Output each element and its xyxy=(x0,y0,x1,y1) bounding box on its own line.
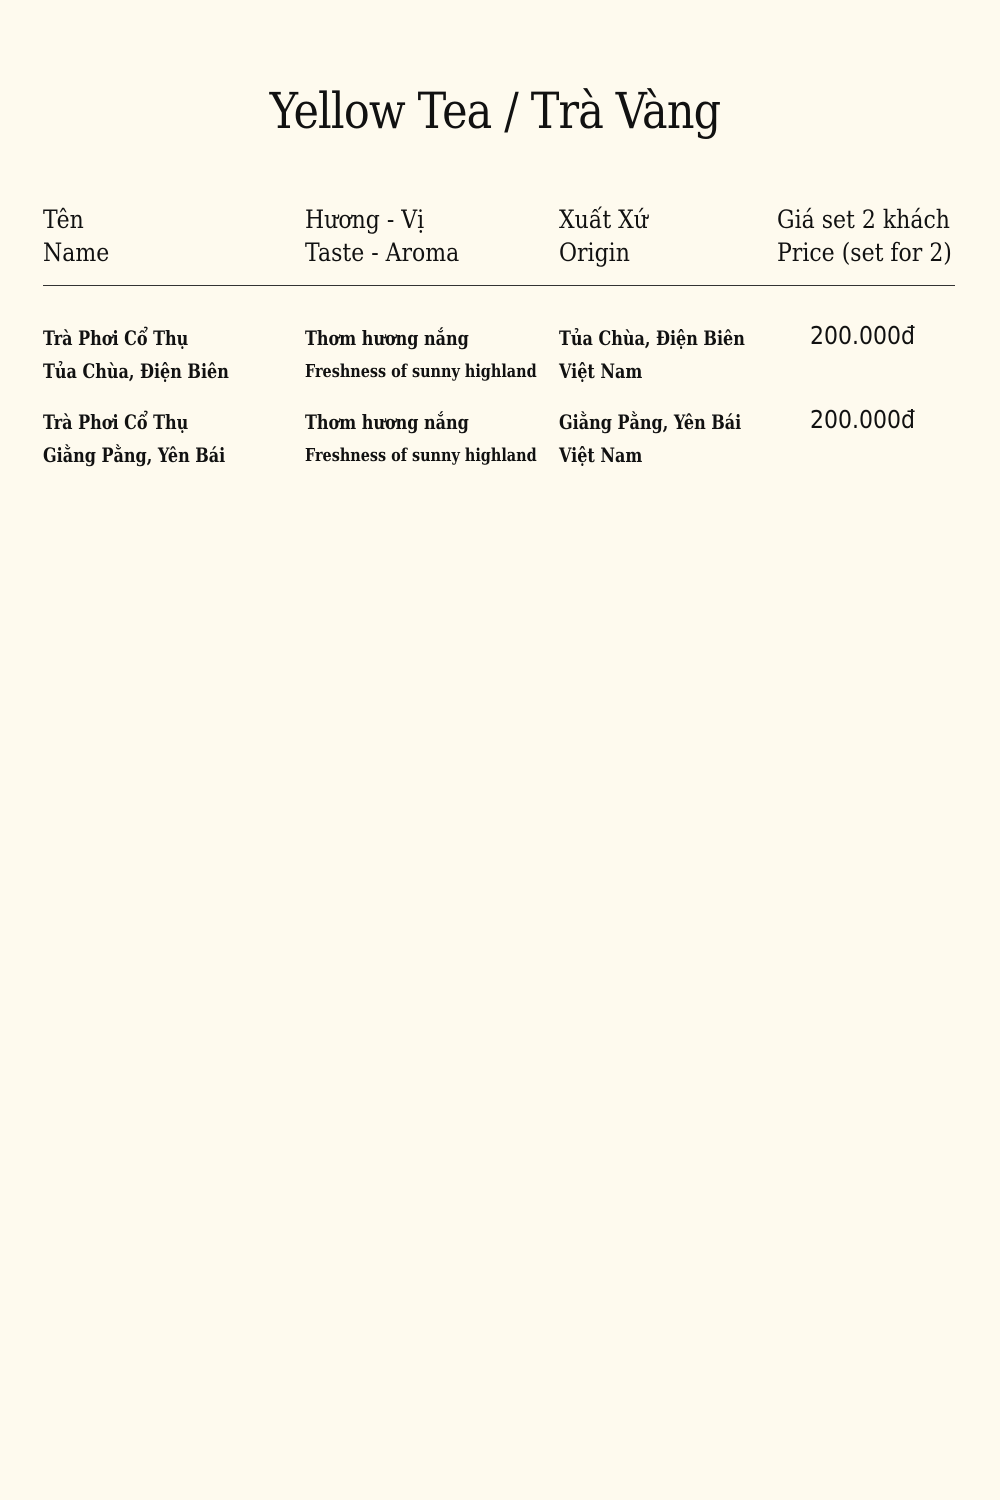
price-value: 200.000đ xyxy=(810,405,915,434)
header-divider xyxy=(43,285,955,286)
origin-region: Tủa Chùa, Điện Biên xyxy=(559,326,745,350)
origin-region: Giằng Pằng, Yên Bái xyxy=(559,410,742,434)
column-header-en: Taste - Aroma xyxy=(305,238,460,267)
taste-vi: Thơm hương nắng xyxy=(305,410,469,434)
column-header-en: Origin xyxy=(559,238,630,267)
page-title: Yellow Tea / Trà Vàng xyxy=(269,82,721,140)
column-header-en: Name xyxy=(43,238,110,267)
column-header-name xyxy=(43,203,109,269)
column-header-vi: Giá set 2 khách xyxy=(777,205,950,234)
origin-cell xyxy=(559,406,741,472)
column-header-price xyxy=(777,203,952,269)
taste-en: Freshness of sunny highland xyxy=(305,361,537,382)
taste-vi: Thơm hương nắng xyxy=(305,326,469,350)
column-header-taste xyxy=(305,203,459,269)
column-header-vi: Xuất Xứ xyxy=(559,205,648,234)
taste-cell xyxy=(305,322,537,388)
column-header-en: Price (set for 2) xyxy=(777,238,952,267)
origin-country: Việt Nam xyxy=(559,359,643,383)
column-header-origin xyxy=(559,203,648,269)
price-value: 200.000đ xyxy=(810,321,915,350)
tea-region: Tủa Chùa, Điện Biên xyxy=(43,359,229,383)
tea-name: Trà Phơi Cổ Thụ xyxy=(43,410,189,434)
column-header-vi: Tên xyxy=(43,205,84,234)
taste-en: Freshness of sunny highland xyxy=(305,445,537,466)
origin-country: Việt Nam xyxy=(559,443,643,467)
tea-region: Giằng Pằng, Yên Bái xyxy=(43,443,226,467)
taste-cell xyxy=(305,406,537,472)
origin-cell xyxy=(559,322,745,388)
tea-name-cell xyxy=(43,406,225,472)
tea-name: Trà Phơi Cổ Thụ xyxy=(43,326,189,350)
tea-name-cell xyxy=(43,322,229,388)
column-header-vi: Hương - Vị xyxy=(305,205,425,234)
